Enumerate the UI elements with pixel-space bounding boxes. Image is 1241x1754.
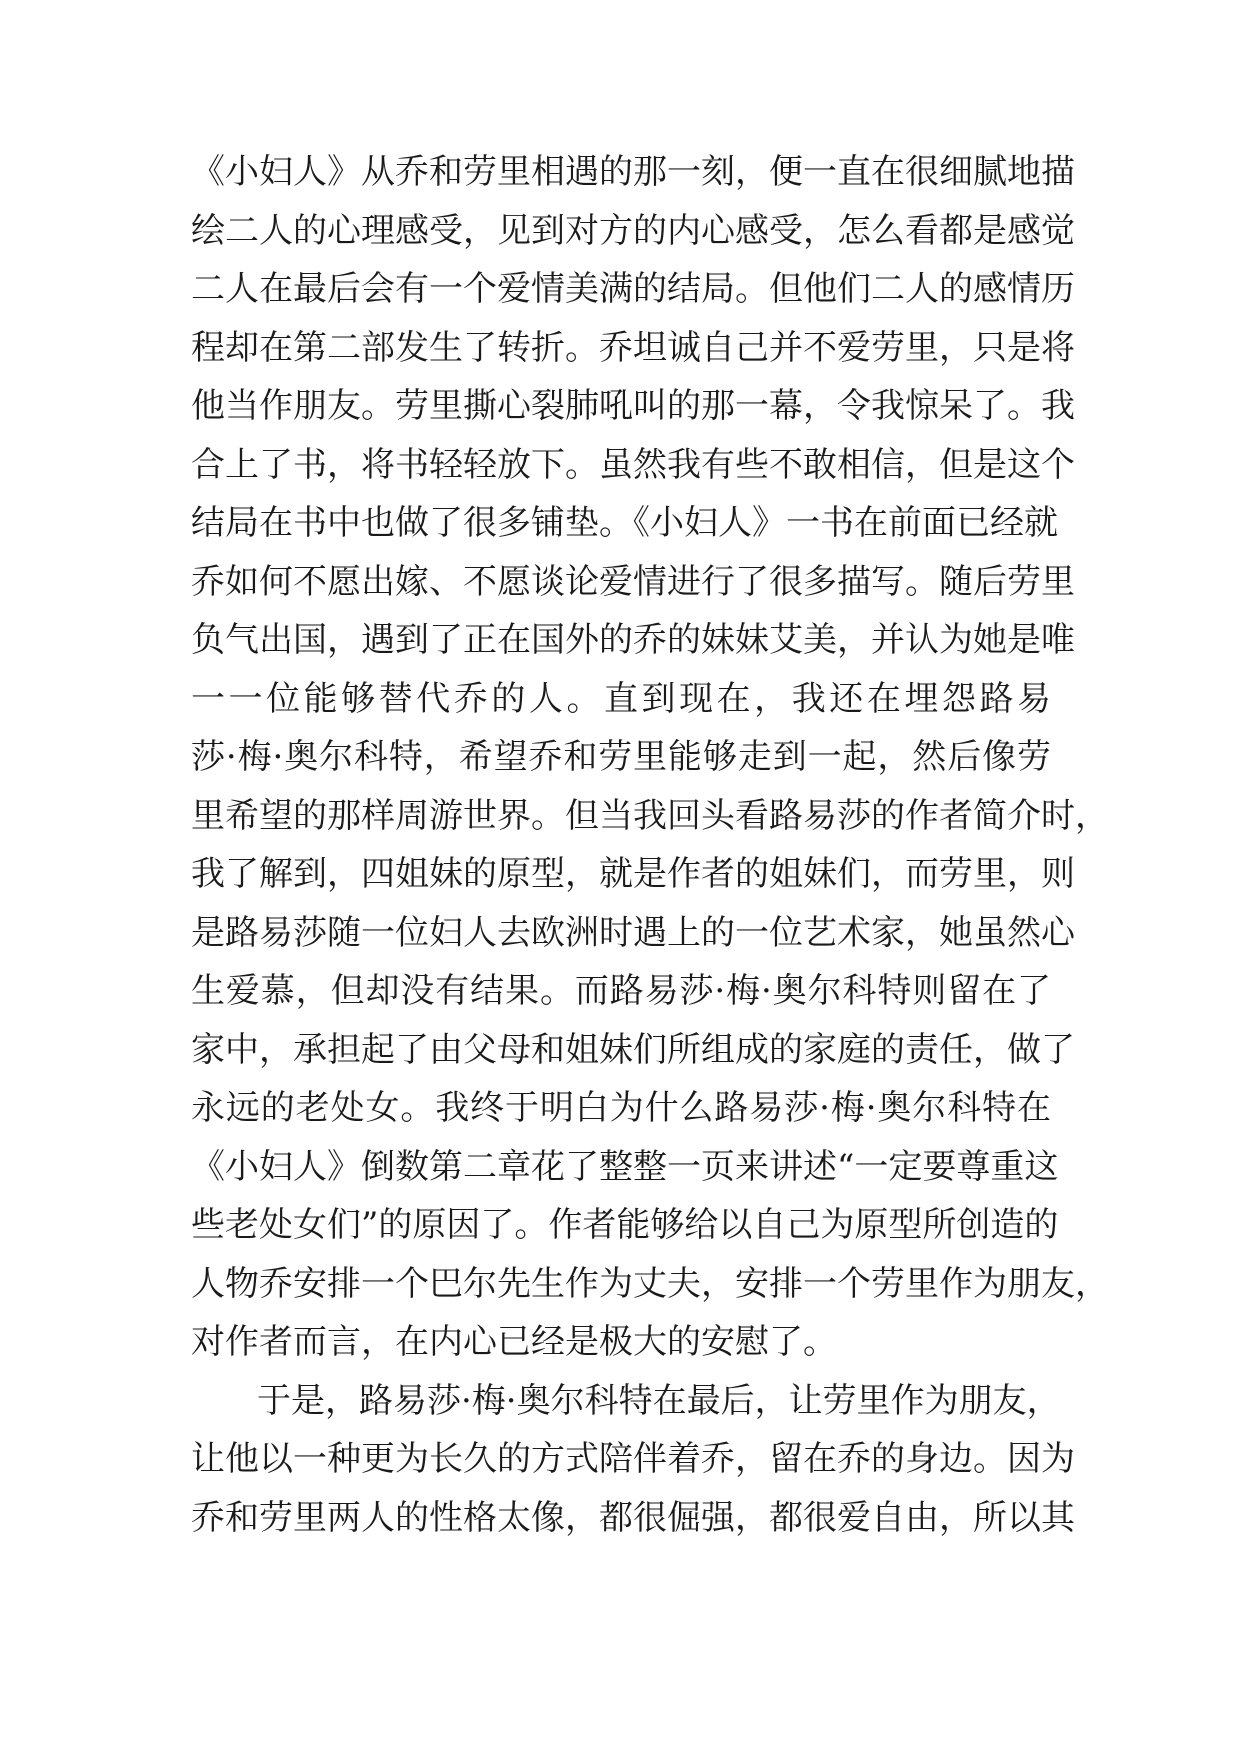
text-line: 家中，承担起了由父母和姐妹们所组成的家庭的责任，做了 (191, 1029, 1075, 1070)
text-line: 乔和劳里两人的性格太像，都很倔强，都很爱自由，所以其 (191, 1497, 1075, 1538)
text-line: 结局在书中也做了很多铺垫。《小妇人》一书在前面已经就 (191, 503, 1058, 543)
text-line: 合上了书，将书轻轻放下。虽然我有些不敢相信，但是这个 (191, 444, 1075, 485)
text-line: 些老处女们”的原因了。作者能够给以自己为原型所创造的 (191, 1205, 1059, 1245)
text-line: 永远的老处女。我终于明白为什么路易莎·梅·奥尔科特在 (191, 1088, 1051, 1128)
text-line: 里希望的那样周游世界。但当我回头看路易莎的作者简介时， (191, 795, 1109, 836)
text-line: 程却在第二部发生了转折。乔坦诚自己并不爱劳里，只是将 (191, 327, 1075, 368)
text-line: 《小妇人》倒数第二章花了整整一页来讲述“一定要尊重这 (191, 1146, 1059, 1187)
text-line: 让他以一种更为长久的方式陪伴着乔，留在乔的身边。因为 (191, 1439, 1075, 1479)
text-line: 负气出国，遇到了正在国外的乔的妹妹艾美，并认为她是唯 (191, 620, 1075, 660)
text-line: 是路易莎随一位妇人去欧洲时遇上的一位艺术家，她虽然心 (191, 912, 1075, 953)
text-line: 二人在最后会有一个爱情美满的结局。但他们二人的感情历 (191, 269, 1075, 309)
text-line: 他当作朋友。劳里撕心裂肺吼叫的那一幕，令我惊呆了。我 (191, 386, 1075, 426)
body-text (191, 143, 1109, 1547)
text-line: 我了解到，四姐妹的原型，就是作者的姐妹们，而劳里，则 (191, 854, 1075, 894)
paragraph (191, 143, 1109, 1372)
text-line: 乔如何不愿出嫁、不愿谈论爱情进行了很多描写。随后劳里 (191, 561, 1075, 602)
text-line: 对作者而言，在内心已经是极大的安慰了。 (191, 1322, 837, 1362)
text-line: 生爱慕，但却没有结果。而路易莎·梅·奥尔科特则留在了 (191, 971, 1051, 1011)
text-line: 《小妇人》从乔和劳里相遇的那一刻，便一直在很细腻地描 (191, 152, 1075, 192)
text-line: 于是，路易莎·梅·奥尔科特在最后，让劳里作为朋友， (257, 1380, 1061, 1421)
text-line: 人物乔安排一个巴尔先生作为丈夫，安排一个劳里作为朋友， (191, 1263, 1109, 1304)
text-line: 莎·梅·奥尔科特，希望乔和劳里能够走到一起，然后像劳 (191, 737, 1051, 777)
paragraph (191, 1372, 1075, 1548)
text-line: 绘二人的心理感受，见到对方的内心感受，怎么看都是感觉 (191, 210, 1075, 251)
text-line: 一一位能够替代乔的人。直到现在，我还在埋怨路易 (191, 678, 1051, 719)
